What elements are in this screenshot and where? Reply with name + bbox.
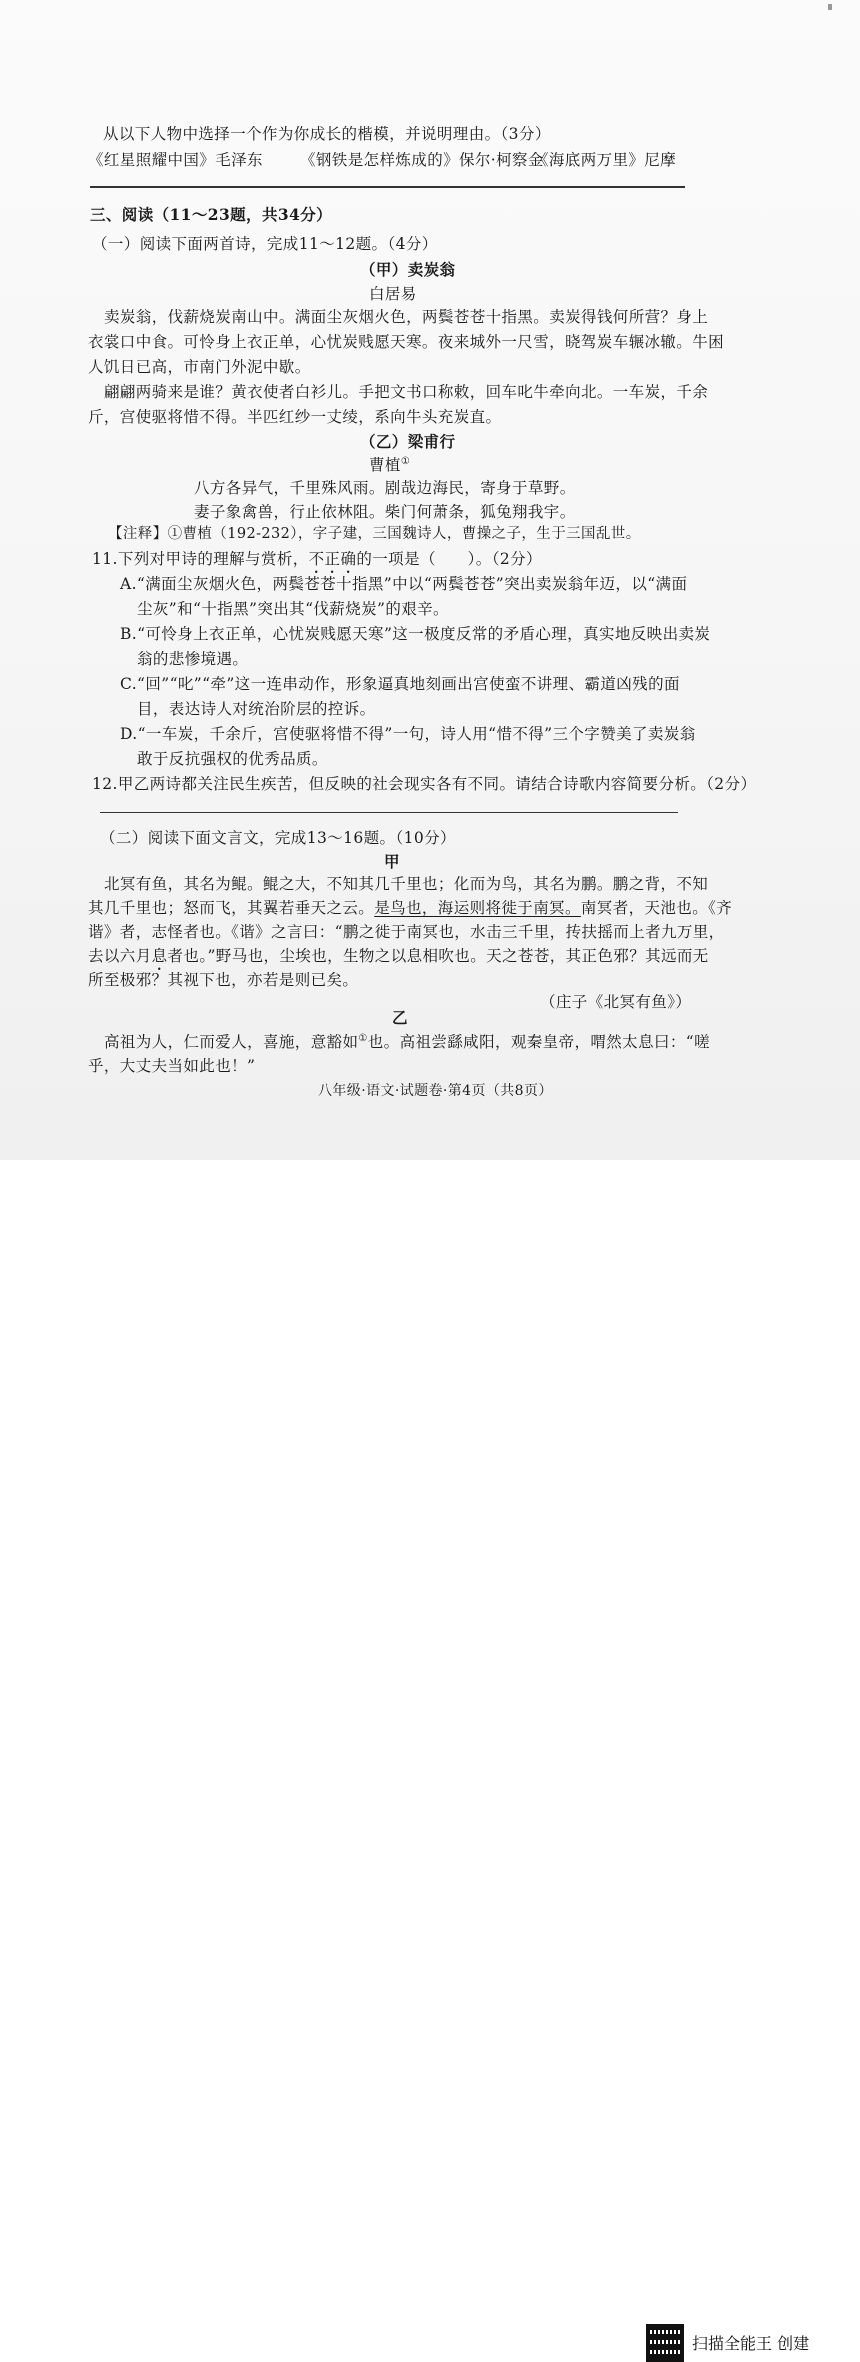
q11-option-a-cont: 尘灰”和“十指黑”突出其“伐薪烧炭”的艰辛。 [137, 600, 449, 618]
poem1-line: 人饥日已高，市南门外泥中歇。 [88, 358, 311, 376]
underlined-sentence: 是鸟也，海运则将徙于南冥。 [374, 899, 581, 917]
poem1-line: 翩翩两骑来是谁？黄衣使者白衫儿。手把文书口称敕，回车叱牛牵向北。一车炭，千余 [104, 383, 709, 401]
passage-b-line: 乎，大丈夫当如此也！” [88, 1057, 256, 1075]
passage-b-line: 高祖为人，仁而爱人，喜施，意豁如①也。高祖尝繇咸阳，观秦皇帝，喟然太息曰：“嗟 [104, 1032, 711, 1051]
scan-edge-mark [828, 4, 832, 10]
poem1-author: 白居易 [369, 285, 417, 303]
page-footer: 八年级·语文·试题卷·第4页（共8页） [318, 1083, 553, 1099]
passage-a-line: 所至极邪？其视下也，亦若是则已矣。 [88, 971, 359, 989]
passage-a-title: 甲 [384, 852, 400, 871]
scanner-watermark: 扫描全能王 创建 [692, 2334, 810, 2353]
option-nemo: 《海底两万里》尼摩 [533, 151, 677, 169]
poem2-author: 曹植① [369, 455, 411, 474]
part1-instruction: （一）阅读下面两首诗，完成11～12题。（4分） [92, 235, 438, 253]
q11-option-c: C.“回”“叱”“牵”这一连串动作，形象逼真地刻画出宫使蛮不讲理、霸道凶残的面 [120, 675, 680, 693]
answer-line [100, 812, 678, 813]
poem1-title: （甲）卖炭翁 [360, 260, 456, 279]
q11-option-b-cont: 翁的悲惨境遇。 [137, 650, 249, 668]
poem1-line: 斤，宫使驱将惜不得。半匹红纱一丈绫，系向牛头充炭直。 [88, 408, 502, 426]
q11-option-d: D.“一车炭，千余斤，宫使驱将惜不得”一句，诗人用“惜不得”三个字赞美了卖炭翁 [120, 725, 696, 743]
poem2-line: 妻子象禽兽，行止依林阻。柴门何萧条，狐兔翔我宇。 [194, 503, 576, 521]
q11-option-a: A.“满面尘灰烟火色，两鬓苍苍十指黑”中以“两鬓苍苍”突出卖炭翁年迈，以“满面 [120, 575, 688, 593]
qr-code-icon [646, 2324, 684, 2362]
passage-a-line: 北冥有鱼，其名为鲲。鲲之大，不知其几千里也；化而为鸟，其名为鹏。鹏之背，不知 [104, 875, 709, 893]
passage-b-title: 乙 [392, 1008, 408, 1027]
poem2-title: （乙）梁甫行 [360, 432, 456, 451]
poem1-line: 衣裳口中食。可怜身上衣正单，心忧炭贱愿天寒。夜来城外一尺雪，晓驾炭车辗冰辙。牛困 [88, 333, 725, 351]
q11-stem: 11.下列对甲诗的理解与赏析，不正确的一项是（ ）。（2分） [92, 550, 542, 568]
passage-a-line: 谐》者，志怪者也。《谐》之言曰：“鹏之徙于南冥也，水击三千里，抟扶摇而上者九万里， [88, 923, 725, 941]
q11-option-b: B.“可怜身上衣正单，心忧炭贱愿天寒”这一极度反常的矛盾心理，真实地反映出卖炭 [120, 625, 711, 643]
q11-option-c-cont: 目，表达诗人对统治阶层的控诉。 [137, 700, 376, 718]
section-heading: 三、阅读（11～23题，共34分） [90, 205, 333, 224]
q11-option-d-cont: 敢于反抗强权的优秀品质。 [137, 750, 328, 768]
option-mao: 《红星照耀中国》毛泽东 [88, 151, 263, 169]
poem2-line: 八方各异气，千里殊风雨。剧哉边海民，寄身于草野。 [194, 479, 576, 497]
poem2-note: 【注释】①曹植（192-232），字子建，三国魏诗人，曹操之子，生于三国乱世。 [108, 526, 641, 542]
scanner-footer [0, 1160, 860, 2353]
passage-a-line: 去以六月息者也。”野马也，尘埃也，生物之以息相吹也。天之苍苍，其正色邪？其远而无 [88, 947, 709, 965]
passage-a-line: 其几千里也；怒而飞，其翼若垂天之云。是鸟也，海运则将徙于南冥。南冥者，天池也。《齐 [88, 899, 733, 917]
answer-line [90, 186, 685, 188]
option-paul: 《钢铁是怎样炼成的》保尔·柯察金 [300, 151, 544, 169]
part2-instruction: （二）阅读下面文言文，完成13～16题。（10分） [100, 829, 456, 847]
passage-a-source: （庄子《北冥有鱼》） [540, 993, 692, 1011]
q12-stem: 12.甲乙两诗都关注民生疾苦，但反映的社会现实各有不同。请结合诗歌内容简要分析。（2分） [92, 775, 757, 793]
question-prompt: 从以下人物中选择一个作为你成长的楷模，并说明理由。（3分） [103, 125, 551, 143]
poem1-line: 卖炭翁，伐薪烧炭南山中。满面尘灰烟火色，两鬓苍苍十指黑。卖炭得钱何所营？身上 [104, 308, 709, 326]
